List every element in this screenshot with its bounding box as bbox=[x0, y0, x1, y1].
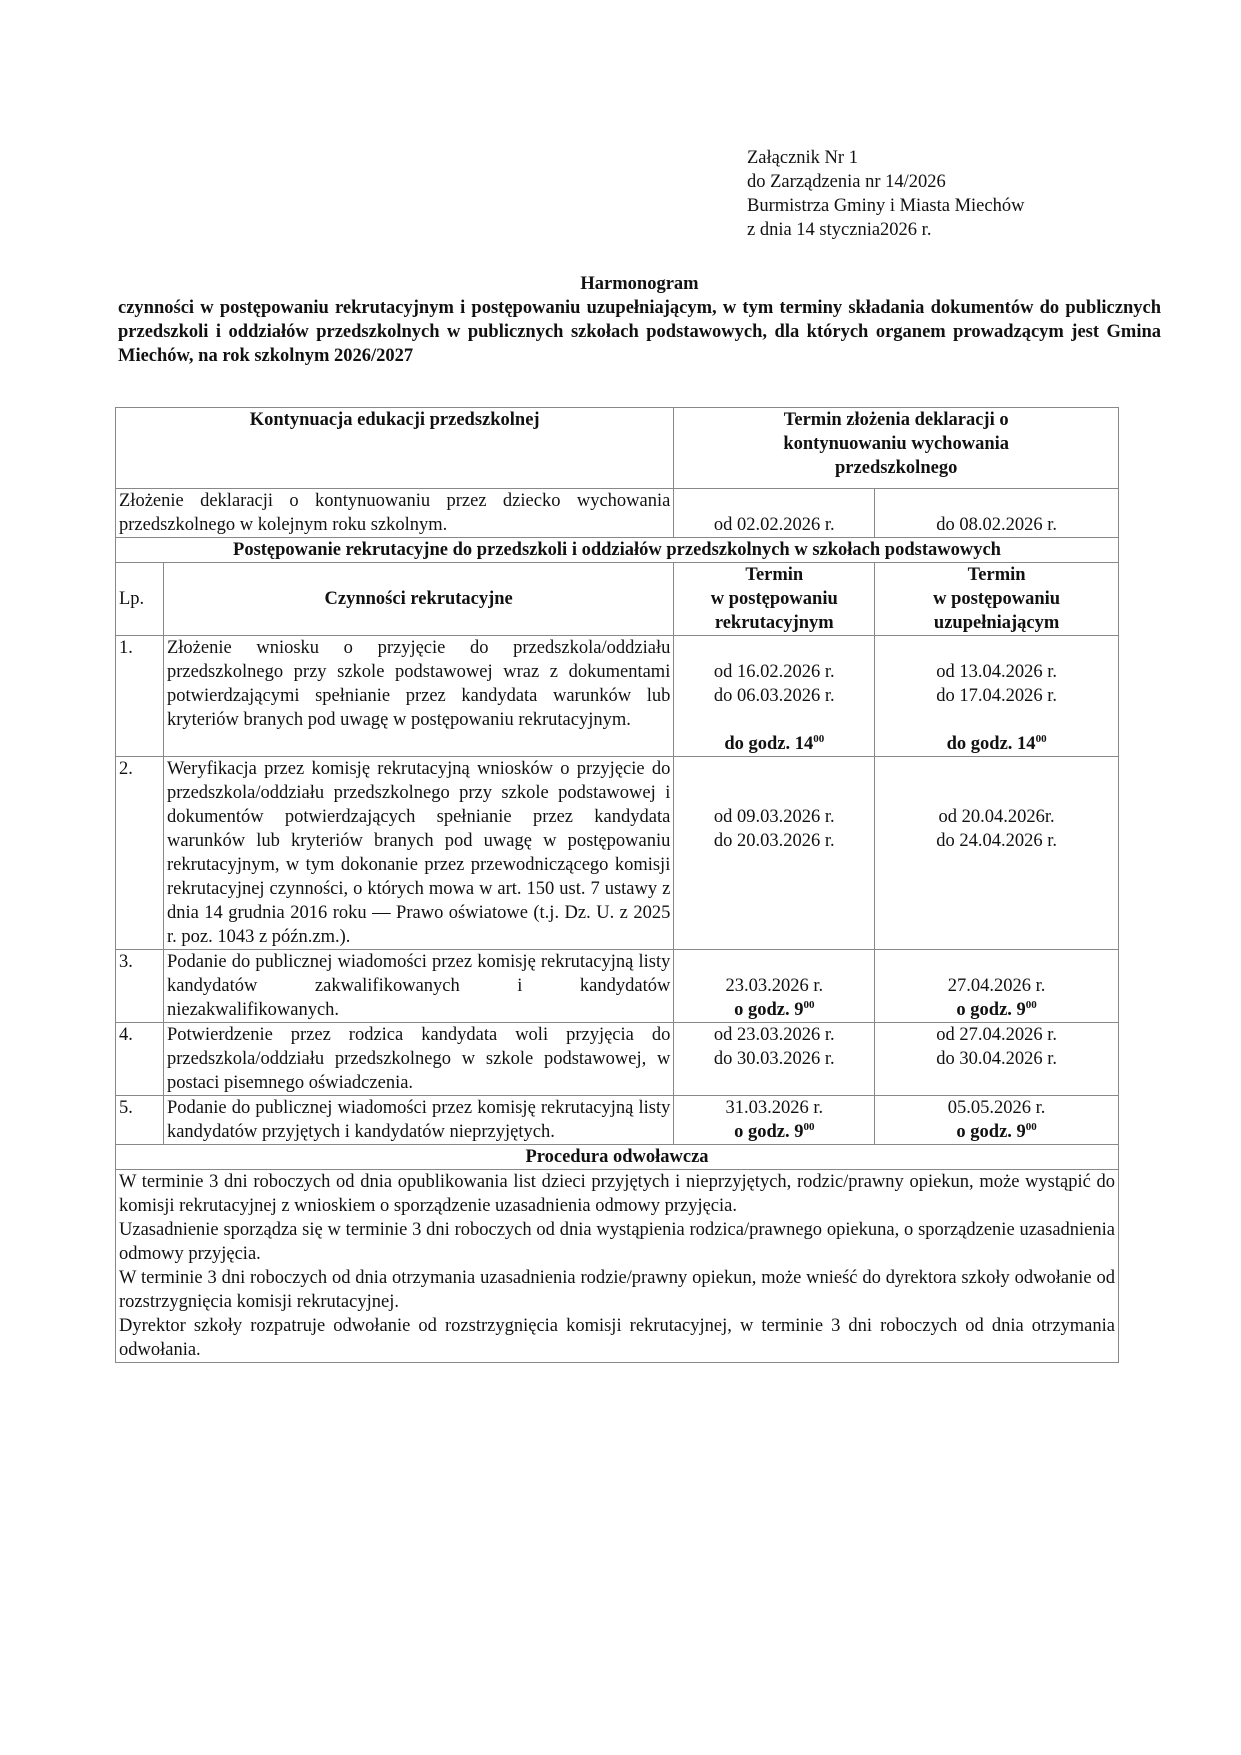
continuation-to: do 08.02.2026 r. bbox=[875, 489, 1119, 538]
annex-line: z dnia 14 stycznia2026 r. bbox=[747, 220, 932, 240]
row-activity: Złożenie wniosku o przyjęcie do przedszkola/oddziału przedszkolnego przy szkole podstawowej wraz z dokumentami potwierdzającymi spełnianie przez kandydata warunków lub kryteriów branych pod uwagę w postępowaniu rekrutacyjnym. bbox=[163, 636, 673, 757]
row-term-main bbox=[674, 950, 875, 1023]
date-to: do 17.04.2026 r. bbox=[936, 686, 1057, 706]
appeal-paragraph: W terminie 3 dni roboczych od dnia otrzymania uzasadnienia rodzie/prawny opiekun, może wnieść do dyrektora szkoły odwołanie od rozstrzygnięcia komisji rekrutacyjnej. bbox=[119, 1268, 1115, 1312]
row-activity: Weryfikacja przez komisję rekrutacyjną wniosków o przyjęcie do przedszkola/oddziału przedszkolnego przy szkole podstawowej i dokumentów potwierdzających spełnianie przez kandydata warunków lub kryteriów branych pod uwagę w postępowaniu rekrutacyjnym, w tym dokonanie przez przewodniczącego komisji rekrutacyjnej czynności, o których mowa w art. 150 ust. 7 ustawy z dnia 14 grudnia 2016 roku — Prawo oświatowe (t.j. Dz. U. z 2025 r. poz. 1043 z późn.zm.). bbox=[163, 757, 673, 950]
row-term-supplementary bbox=[875, 636, 1119, 757]
row-activity: Potwierdzenie przez rodzica kandydata woli przyjęcia do przedszkola/oddziału przedszkolnego w szkole podstawowej, w postaci pisemnego oświadczenia. bbox=[163, 1023, 673, 1096]
header-line: Termin bbox=[967, 565, 1026, 585]
date-from: od 16.02.2026 r. bbox=[713, 662, 835, 682]
column-header-activity: Czynności rekrutacyjne bbox=[163, 563, 673, 636]
row-number: 2. bbox=[116, 757, 164, 950]
continuation-header-left: Kontynuacja edukacji przedszkolnej bbox=[116, 408, 674, 489]
continuation-header-row bbox=[116, 408, 1119, 489]
date-from: od 27.04.2026 r. bbox=[936, 1025, 1057, 1045]
date-from: od 23.03.2026 r. bbox=[713, 1025, 835, 1045]
date-to: do 30.04.2026 r. bbox=[936, 1049, 1057, 1069]
recruitment-header-row bbox=[116, 563, 1119, 636]
table-row bbox=[116, 950, 1119, 1023]
appeal-title: Procedura odwoławcza bbox=[116, 1145, 1119, 1170]
date-to: do 30.03.2026 r. bbox=[713, 1049, 835, 1069]
header-line: w postępowaniu bbox=[710, 589, 838, 609]
deadline-time: do godz. $14^{00}$ bbox=[946, 733, 1047, 754]
row-term-main bbox=[674, 1023, 875, 1096]
date-to: do 20.03.2026 r. bbox=[713, 831, 835, 851]
column-header-lp: Lp. bbox=[116, 563, 164, 636]
appeal-paragraph: W terminie 3 dni roboczych od dnia opublikowania list dzieci przyjętych i nieprzyjętych, rodzic/prawny opiekun, może wystąpić do komisji rekrutacyjnej z wnioskiem o sporządzenie uzasadnienia odmowy przyjęcia. bbox=[119, 1172, 1115, 1216]
date: 05.05.2026 r. bbox=[947, 1098, 1046, 1118]
row-term-main bbox=[674, 1096, 875, 1145]
announce-time: o godz. $9^{00}$ bbox=[956, 1121, 1037, 1142]
row-activity: Podanie do publicznej wiadomości przez komisję rekrutacyjną listy kandydatów zakwalifikowanych i kandydatów niezakwalifikowanych. bbox=[163, 950, 673, 1023]
date: 31.03.2026 r. bbox=[725, 1098, 824, 1118]
appeal-paragraph: Uzasadnienie sporządza się w terminie 3 dni roboczych od dnia wystąpienia rodzica/prawnego opiekuna, o sporządzenie uzasadnienia odmowy przyjęcia. bbox=[119, 1220, 1115, 1264]
row-number: 1. bbox=[116, 636, 164, 757]
announce-time: o godz. $9^{00}$ bbox=[734, 1121, 815, 1142]
appeal-paragraph: Dyrektor szkoły rozpatruje odwołanie od rozstrzygnięcia komisji rekrutacyjnej, w terminie 3 dni roboczych od dnia otrzymania odwołania. bbox=[119, 1316, 1115, 1360]
recruitment-section-title: Postępowanie rekrutacyjne do przedszkoli i oddziałów przedszkolnych w szkołach podstawowych bbox=[116, 538, 1119, 563]
announce-time: o godz. $9^{00}$ bbox=[734, 999, 815, 1020]
date: 23.03.2026 r. bbox=[725, 976, 824, 996]
continuation-text: Złożenie deklaracji o kontynuowaniu przez dziecko wychowania przedszkolnego w kolejnym roku szkolnym. bbox=[116, 489, 674, 538]
date-from: od 13.04.2026 r. bbox=[936, 662, 1057, 682]
row-number: 4. bbox=[116, 1023, 164, 1096]
table-row bbox=[116, 757, 1119, 950]
row-term-main bbox=[674, 757, 875, 950]
deadline-time: do godz. $14^{00}$ bbox=[724, 733, 825, 754]
announce-time: o godz. $9^{00}$ bbox=[956, 999, 1037, 1020]
continuation-row bbox=[116, 489, 1119, 538]
column-header-term-main bbox=[674, 563, 875, 636]
schedule-table bbox=[115, 407, 1119, 1363]
row-number: 5. bbox=[116, 1096, 164, 1145]
page-title: Harmonogram bbox=[580, 274, 699, 294]
appeal-body bbox=[116, 1170, 1119, 1363]
row-term-main bbox=[674, 636, 875, 757]
table-row bbox=[116, 1096, 1119, 1145]
table-row bbox=[116, 636, 1119, 757]
row-number: 3. bbox=[116, 950, 164, 1023]
row-term-supplementary bbox=[875, 1023, 1119, 1096]
continuation-from: od 02.02.2026 r. bbox=[674, 489, 875, 538]
date-to: do 24.04.2026 r. bbox=[936, 831, 1057, 851]
annex-line: do Zarządzenia nr 14/2026 bbox=[747, 172, 946, 192]
row-term-supplementary bbox=[875, 1096, 1119, 1145]
appeal-title-row bbox=[116, 1145, 1119, 1170]
annex-line: Załącznik Nr 1 bbox=[747, 148, 858, 168]
header-line: w postępowaniu bbox=[933, 589, 1061, 609]
date-to: do 06.03.2026 r. bbox=[713, 686, 835, 706]
header-line: uzupełniającym bbox=[933, 613, 1060, 633]
date-from: od 20.04.2026r. bbox=[938, 807, 1055, 827]
header-line: Termin bbox=[745, 565, 804, 585]
column-header-term-supplementary bbox=[875, 563, 1119, 636]
recruitment-section-row bbox=[116, 538, 1119, 563]
table-row bbox=[116, 1023, 1119, 1096]
annex-header bbox=[747, 146, 1024, 242]
annex-line: Burmistrza Gminy i Miasta Miechów bbox=[747, 196, 1025, 216]
header-line: rekrutacyjnym bbox=[714, 613, 834, 633]
continuation-header-right: Termin złożenia deklaracji o kontynuowaniu wychowania przedszkolnego bbox=[674, 408, 1119, 489]
appeal-body-row bbox=[116, 1170, 1119, 1363]
row-term-supplementary bbox=[875, 757, 1119, 950]
row-term-supplementary bbox=[875, 950, 1119, 1023]
date: 27.04.2026 r. bbox=[947, 976, 1046, 996]
date-from: od 09.03.2026 r. bbox=[713, 807, 835, 827]
document-title bbox=[118, 272, 1161, 368]
row-activity: Podanie do publicznej wiadomości przez komisję rekrutacyjną listy kandydatów przyjętych i kandydatów nieprzyjętych. bbox=[163, 1096, 673, 1145]
page-subtitle: czynności w postępowaniu rekrutacyjnym i postępowaniu uzupełniającym, w tym terminy składania dokumentów do publicznych przedszkoli i oddziałów przedszkolnych w publicznych szkołach podstawowych, dla których organem prowadzącym jest Gmina Miechów, na rok szkolnym 2026/2027 bbox=[118, 298, 1161, 366]
